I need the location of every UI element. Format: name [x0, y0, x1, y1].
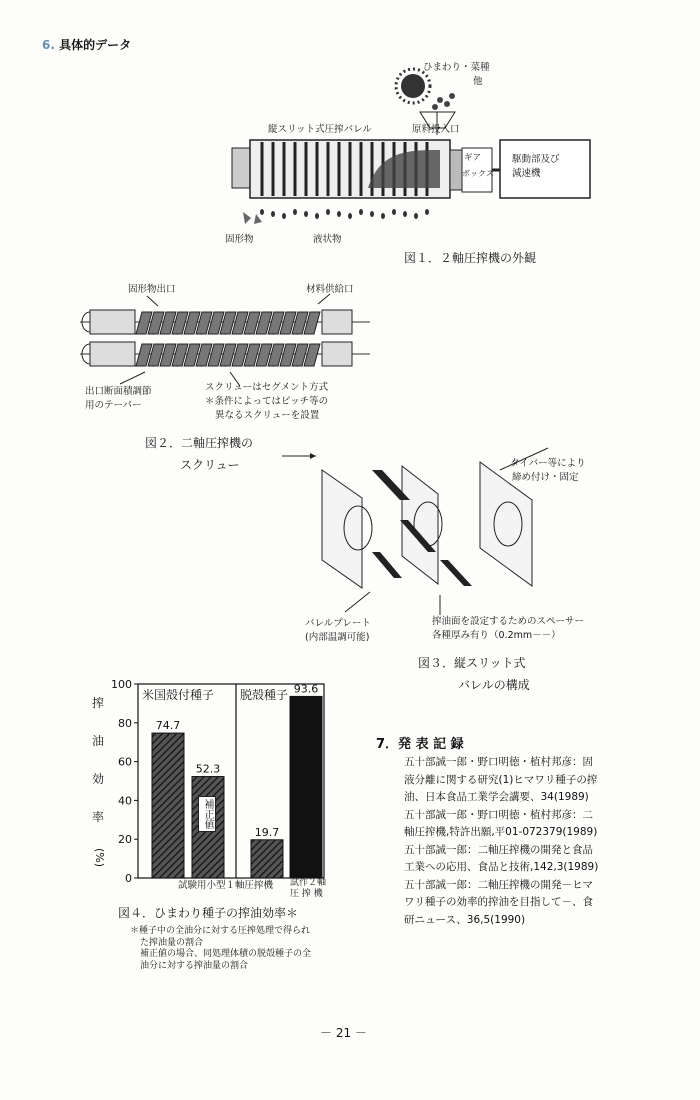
- reference-line: 五十部誠一郎：二軸圧搾機の開発－ヒマ: [404, 878, 593, 891]
- fig4-panel-2-title: 脱殻種子: [240, 688, 289, 702]
- fig2-label-taper-1: 出口断面積調節: [85, 386, 152, 397]
- fig1-label-barrel: 縦スリット式圧搾バレル: [268, 124, 372, 135]
- bar-value-label: 93.6: [293, 682, 319, 696]
- y-tick-label: 100: [111, 678, 132, 691]
- fig4-note-line: 補正値の場合、同処理体積の脱殻種子の全: [140, 949, 312, 959]
- fig1-label-gearbox-2: ボックス: [462, 169, 494, 178]
- fig4-ylabel-char: (%): [93, 848, 106, 868]
- bar-value-label: 19.7: [254, 825, 280, 839]
- reference-line: 工業への応用、食品と技術,142,3(1989): [404, 861, 599, 873]
- y-tick-label: 60: [118, 755, 132, 769]
- fig4-ylabel-char: 率: [92, 810, 105, 824]
- fig1-caption: 図１．２軸圧搾機の外観: [404, 251, 537, 265]
- reference-line: 五十部誠一郎・野口明徳・植村邦彦：二: [404, 808, 593, 821]
- fig3-label-tie-1: タイバー等により: [510, 458, 586, 469]
- bar-value-label: 52.3: [195, 762, 221, 776]
- fig3-caption-1: 図３．縦スリット式: [418, 656, 526, 670]
- fig4-ylabel-char: 効: [92, 772, 105, 786]
- reference-line: 液分離に関する研究(1)ヒマワリ種子の搾: [404, 773, 598, 786]
- fig4-caption: 図４．ひまわり種子の搾油効率＊: [118, 906, 299, 920]
- fig1-label-gearbox-1: ギア: [464, 153, 482, 163]
- page-number: － 21 －: [320, 1026, 367, 1040]
- fig2-label-outlet: 固形物出口: [128, 284, 176, 295]
- fig4-ylabel-char: 油: [92, 734, 105, 748]
- fig4-note-line: ＊種子中の全油分に対する圧搾処理で得られ: [130, 926, 311, 936]
- fig4-panel-1-title: 米国殻付種子: [142, 688, 215, 702]
- publication-list: [404, 754, 598, 929]
- fig3-label-spacer-2: 各種厚み有り（0.2mm－－）: [432, 630, 561, 641]
- fig4-xlabel-1: 試験用小型１軸圧搾機: [178, 880, 274, 891]
- fig2-label-feed: 材料供給口: [306, 284, 354, 295]
- fig3-caption-2: バレルの構成: [458, 678, 530, 692]
- bar: [251, 840, 283, 878]
- fig1-label-seeds: ひまわり・菜種: [423, 62, 490, 73]
- reference-line: 油、日本食品工業学会講要、34(1989): [404, 791, 589, 803]
- fig4-ylabel: [92, 684, 106, 874]
- y-tick-label: 40: [118, 794, 132, 808]
- fig1-label-liquid: 液状物: [313, 234, 342, 245]
- fig4-note-line: た搾油量の割合: [140, 937, 204, 948]
- fig1-label-solid: 固形物: [225, 234, 254, 245]
- fig4-note-line: 油分に対する搾油量の割合: [140, 960, 249, 971]
- reference-line: 五十部誠一郎・野口明徳・植村邦彦：固: [404, 756, 593, 768]
- y-tick-label: 80: [118, 716, 132, 730]
- fig1-label-drive-1: 駆動部及び: [512, 154, 560, 165]
- fig2-label-segment-2: ＊条件によってはピッチ等の: [205, 396, 329, 407]
- fig2-label-taper-2: 用のテーパー: [85, 400, 142, 411]
- y-tick-label: 0: [125, 872, 132, 885]
- barrel-plate: [322, 462, 532, 588]
- bar: [290, 696, 322, 878]
- bar: [152, 733, 184, 878]
- fig3-label-spacer-1: 搾油面を設定するためのスペーサー: [432, 616, 585, 627]
- fig2-label-segment-1: スクリューはセグメント方式: [205, 382, 329, 393]
- fig4-inbar-note: [198, 796, 216, 832]
- fig2-caption-2: スクリュー: [180, 458, 240, 472]
- fig1-label-seeds-2: 他: [473, 76, 483, 87]
- fig2-label-segment-3: 異なるスクリューを設置: [215, 410, 320, 421]
- fig4-inbar-label: 補正値: [202, 799, 213, 829]
- reference-line: 研ニュース、36,5(1990): [404, 913, 526, 926]
- fig3-label-plate-1: バレルプレート: [305, 618, 371, 629]
- fig3-label-plate-2: (内部温調可能): [305, 632, 370, 643]
- reference-line: 軸圧搾機,特許出願,平01-072379(1989): [404, 826, 598, 838]
- fig4-xlabel-2a: 試作２軸: [290, 878, 327, 888]
- reference-line: ワリ種子の効率的搾油を目指して－、食: [404, 896, 593, 908]
- fig4-xlabel-2b: 圧 搾 機: [290, 889, 323, 899]
- fig2-caption-1: 図２．二軸圧搾機の: [145, 436, 254, 450]
- bar-value-label: 74.7: [155, 719, 181, 733]
- fig1-label-drive-2: 減速機: [512, 168, 541, 179]
- fig4-ylabel-char: 搾: [92, 696, 105, 710]
- section-6-title: 具体的データ: [59, 38, 132, 52]
- fig4-note: [130, 926, 311, 972]
- section-7-heading: 7．発 表 記 録: [376, 737, 464, 752]
- reference-line: 五十部誠一郎：二軸圧搾機の開発と食品: [404, 843, 593, 856]
- y-tick-label: 20: [118, 833, 132, 847]
- fig3-label-tie-2: 締め付け・固定: [512, 472, 579, 483]
- section-6-number: 6.: [42, 38, 55, 52]
- fig1-label-input: 原料投入口: [412, 124, 460, 135]
